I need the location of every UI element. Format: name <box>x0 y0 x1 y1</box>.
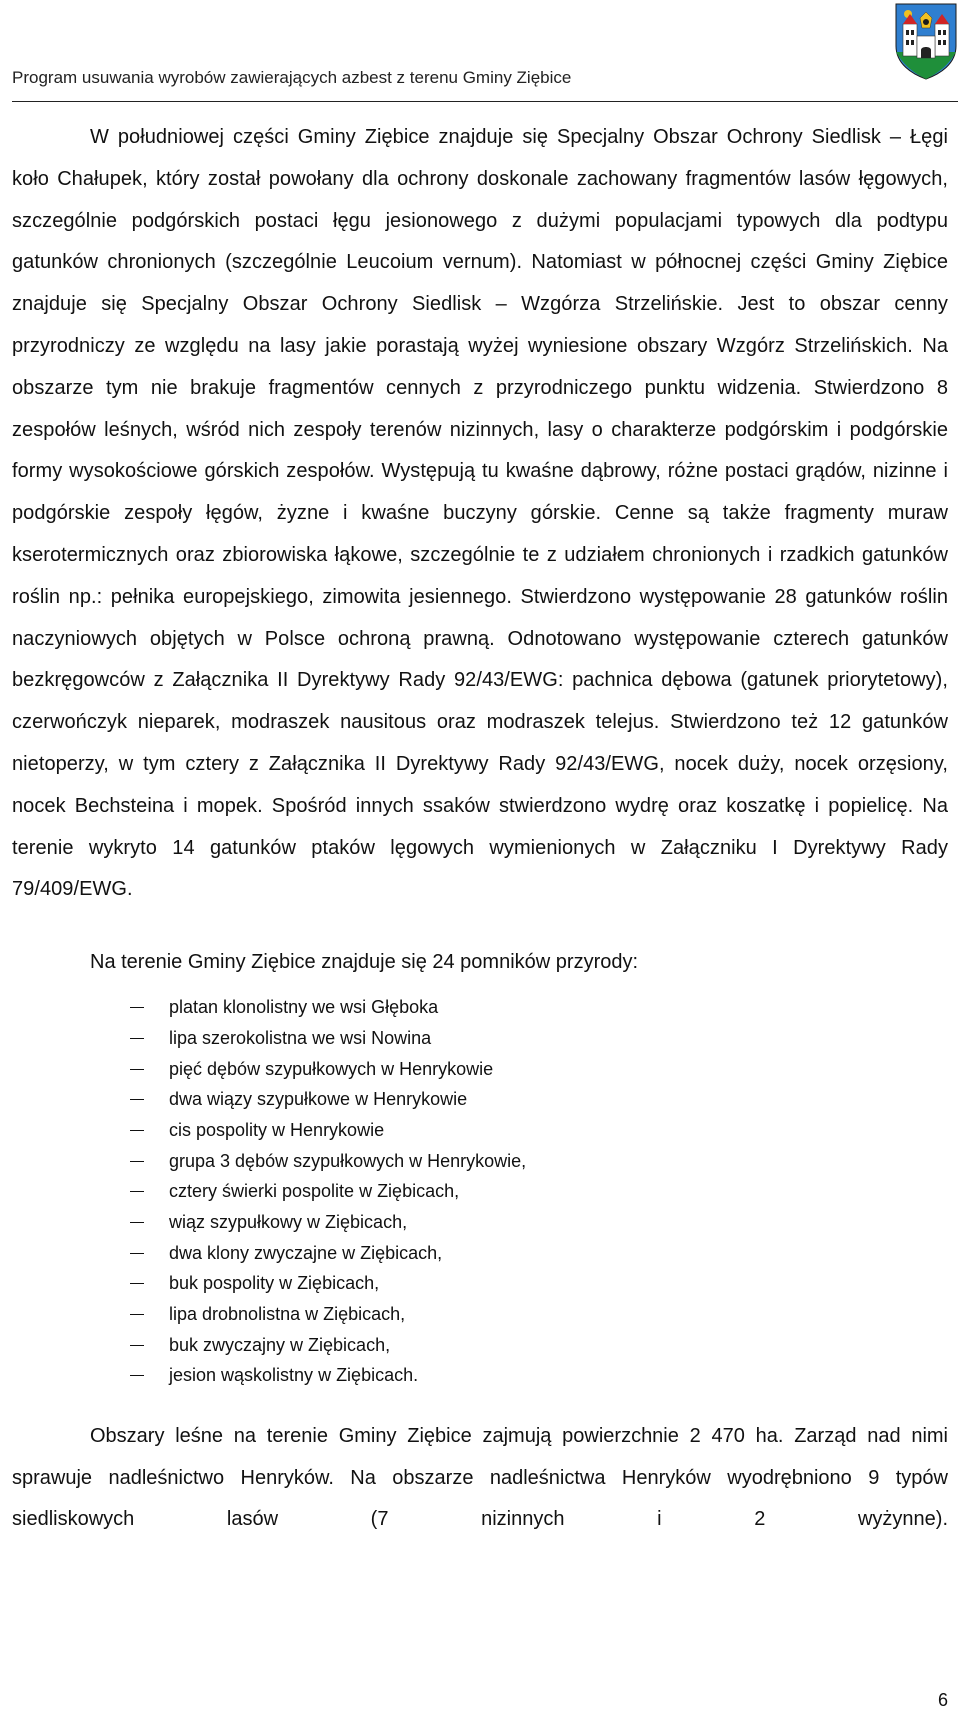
body-paragraph-forests: Obszary leśne na terenie Gminy Ziębice zajmują powierzchnie 2 470 ha. Zarząd nad nimi sprawuje nadleśnictwo Henryków. Na obszarze nadleśnictwa Henryków wyodrębniono 9 typów siedliskowych lasów (7 nizinnych i 2 wyżynne). <box>12 1425 948 1531</box>
page-number: 6 <box>937 1690 948 1710</box>
list-item: wiąz szypułkowy w Ziębicach, <box>12 1207 948 1238</box>
list-item: dwa klony zwyczajne w Ziębicach, <box>12 1238 948 1269</box>
dash-bullet-icon <box>130 1191 144 1192</box>
list-item: buk zwyczajny w Ziębicach, <box>12 1330 948 1361</box>
body-paragraph-protected-areas: W południowej części Gminy Ziębice znajduje się Specjalny Obszar Ochrony Siedlisk – Łęgi koło Chałupek, który został powołany dla ochrony doskonale zachowany fragmentów lasów łęgowych, szczególnie podgórskich postaci łęgu jesionowego z dużymi populacjami typowych dla podtypu gatunków chronionych (szczególnie Leucoium vernum). Natomiast w północnej części Gminy Ziębice znajduje się Specjalny Obszar Ochrony Siedlisk – Wzgórza Strzelińskie. Jest to obszar cenny przyrodniczy ze względu na lasy jakie porastają wyżej wyniesione obszary Wzgórz Strzelińskich. Na obszarze tym nie brakuje fragmentów cennych z przyrodniczego punktu widzenia. Stwierdzono 8 zespołów leśnych, wśród nich zespoły terenów nizinnych, lasy o charakterze podgórskim i podgórskie formy wysokościowe górskich zespołów. Występują tu kwaśne dąbrowy, różne postaci grądów, nizinne i podgórskie zespoły łęgów, żyzne i kwaśne buczyny górskie. Cenne są także fragmenty muraw kserotermicznych oraz zbiorowiska łąkowe, szczególnie te z udziałem chronionych i rzadkich gatunków roślin np.: pełnika europejskiego, zimowita jesiennego. Stwierdzono występowanie 28 gatunków roślin naczyniowych objętych w Polsce ochroną prawną. Odnotowano występowanie czterech gatunków bezkręgowców z Załącznika II Dyrektywy Rady 92/43/EWG: pachnica dębowa (gatunek priorytetowy), czerwończyk nieparek, modraszek nausitous oraz modraszek telejus. Stwierdzono też 12 gatunków nietoperzy, w tym cztery z Załącznika II Dyrektywy Rady 92/43/EWG, nocek duży, nocek orzęsiony, nocek Bechsteina i mopek. Spośród innych ssaków stwierdzono wydrę oraz koszatkę i popielicę. Na terenie wykryto 14 gatunków ptaków lęgowych wymienionych w Załączniku I Dyrektywy Rady 79/409/EWG. <box>12 126 948 901</box>
list-item: buk pospolity w Ziębicach, <box>12 1268 948 1299</box>
dash-bullet-icon <box>130 1253 144 1254</box>
dash-bullet-icon <box>130 1038 144 1039</box>
list-item: cztery świerki pospolite w Ziębicach, <box>12 1176 948 1207</box>
list-item: dwa wiązy szypułkowe w Henrykowie <box>12 1084 948 1115</box>
list-item: jesion wąskolistny w Ziębicach. <box>12 1360 948 1391</box>
list-item: lipa szerokolistna we wsi Nowina <box>12 1023 948 1054</box>
monuments-list <box>12 992 948 1391</box>
list-item: platan klonolistny we wsi Głęboka <box>12 992 948 1023</box>
dash-bullet-icon <box>130 1375 144 1376</box>
header-title: Program usuwania wyrobów zawierających azbest z terenu Gminy Ziębice <box>12 68 572 87</box>
list-item: grupa 3 dębów szypułkowych w Henrykowie, <box>12 1146 948 1177</box>
dash-bullet-icon <box>130 1130 144 1131</box>
list-item: pięć dębów szypułkowych w Henrykowie <box>12 1054 948 1085</box>
dash-bullet-icon <box>130 1222 144 1223</box>
dash-bullet-icon <box>130 1314 144 1315</box>
list-item: lipa drobnolistna w Ziębicach, <box>12 1299 948 1330</box>
dash-bullet-icon <box>130 1069 144 1070</box>
page-header <box>12 0 958 102</box>
dash-bullet-icon <box>130 1345 144 1346</box>
monuments-intro: Na terenie Gminy Ziębice znajduje się 24 pomników przyrody: <box>90 951 639 974</box>
dash-bullet-icon <box>130 1099 144 1100</box>
dash-bullet-icon <box>130 1283 144 1284</box>
dash-bullet-icon <box>130 1007 144 1008</box>
page-body <box>12 117 948 1541</box>
dash-bullet-icon <box>130 1161 144 1162</box>
coat-of-arms-icon <box>894 2 958 80</box>
list-item: cis pospolity w Henrykowie <box>12 1115 948 1146</box>
